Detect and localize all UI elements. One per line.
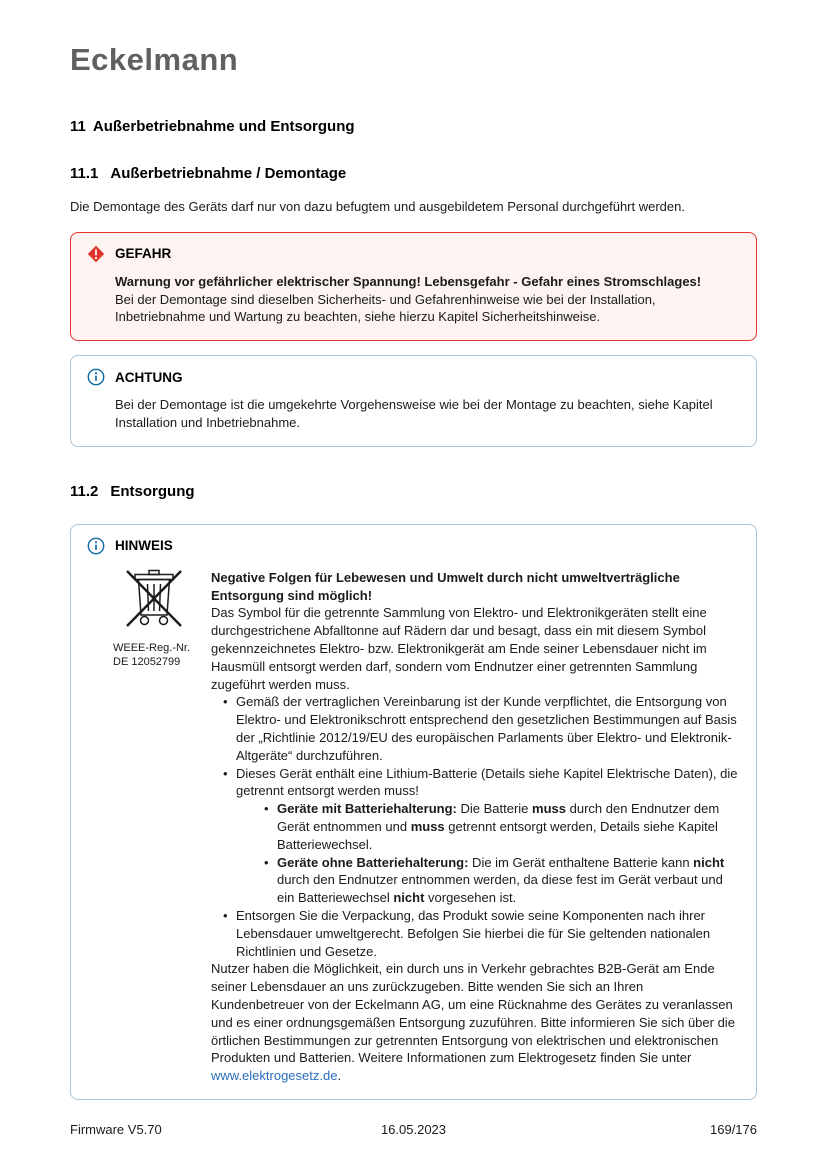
weee-label-line1: WEEE-Reg.-Nr. (113, 641, 191, 654)
danger-box (70, 232, 757, 341)
page-footer (70, 1122, 757, 1137)
footer-date: 16.05.2023 (380, 1122, 447, 1137)
bullet-marker: • (223, 765, 228, 781)
subsection-number: 11.2 (70, 482, 99, 500)
weee-label-line2: DE 12052799 (113, 656, 181, 669)
danger-body-text: Bei der Demontage sind dieselben Sicherheits- und Gefahrenhinweise wie bei der Installation, Inbetriebnahme und Wartung zu beachten, siehe hierzu Kapitel Sicherheitshinweise. (115, 291, 656, 325)
attention-box (70, 355, 757, 447)
subsection-number: 11.1 (70, 165, 99, 182)
bullet-item (211, 765, 740, 801)
section-number: 11 (70, 118, 86, 135)
danger-title: GEFAHR (115, 246, 172, 262)
subsection-heading-demontage (70, 165, 757, 182)
notice-closing-paragraph (211, 960, 740, 1085)
attention-title: ACHTUNG (115, 369, 183, 385)
bullet-marker: • (264, 801, 269, 817)
section-title: Außerbetriebnahme und Entsorgung (92, 118, 355, 135)
weee-column (113, 569, 211, 1085)
elektrogesetz-link[interactable]: www.elektrogesetz.de (211, 1068, 338, 1084)
footer-firmware-version: Firmware V5.70 (70, 1122, 162, 1137)
section-heading (70, 118, 757, 135)
info-icon (87, 537, 105, 555)
notice-box (70, 524, 757, 1100)
bullet-marker: • (223, 694, 228, 710)
danger-icon (87, 245, 105, 263)
bullet-marker: • (223, 907, 228, 923)
subsection-heading-entsorgung (70, 483, 757, 500)
notice-bullet-list (211, 693, 740, 960)
attention-body-text: Bei der Demontage ist die umgekehrte Vorgehensweise wie bei der Montage zu beachten, siehe Kapitel Installation und Inbetriebnahme. (115, 397, 713, 430)
notice-paragraph: Das Symbol für die getrennte Sammlung von Elektro- und Elektronikgeräten stellt eine durchgestrichene Abfalltonne auf Rädern dar und besagt, dass ein mit diesem Symbol gekennzeichnetes Elektro- bzw. Elektronikgerät am Ende seiner Lebensdauer nicht im Hausmüll entsorgt werden darf, sondern vom Endnutzer einer getrennten Sammlung zugeführt werden muss. (211, 605, 707, 692)
notice-title: HINWEIS (115, 538, 173, 554)
footer-page-number: 169/176 (710, 1122, 757, 1137)
bullet-item (211, 800, 740, 853)
weee-registration-number (113, 641, 211, 670)
bullet-text: Dieses Gerät enthält eine Lithium-Batterie (Details siehe Kapitel Elektrische Daten), die getrennt entsorgt werden muss! (236, 765, 738, 799)
subsection-title: Entsorgung (110, 482, 195, 500)
bullet-text: Geräte mit Batteriehalterung: Die Batterie muss durch den Endnutzer dem Gerät entnommen und muss getrennt entsorgt werden, Details siehe Kapitel Batteriewechsel. (277, 801, 720, 852)
bullet-item (211, 854, 740, 907)
closing-text-after-link: . (337, 1068, 342, 1084)
weee-crossed-bin-icon (113, 569, 211, 633)
info-icon (87, 368, 105, 386)
bullet-marker: • (264, 854, 269, 870)
bullet-item (211, 693, 740, 764)
notice-heading: Negative Folgen für Lebewesen und Umwelt durch nicht umweltverträgliche Entsorgung sind möglich! (211, 569, 680, 603)
intro-paragraph: Die Demontage des Geräts darf nur von dazu befugtem und ausgebildetem Personal durchgeführt werden. (70, 199, 685, 214)
company-logo: Eckelmann (70, 42, 239, 77)
bullet-text: Geräte ohne Batteriehalterung: Die im Gerät enthaltene Batterie kann nicht durch den Endnutzer entnommen werden, da diese fest im Gerät verbaut und ein Batteriewechsel nicht vorgesehen ist. (277, 854, 725, 906)
subsection-title: Außerbetriebnahme / Demontage (110, 165, 347, 182)
danger-warning-text: Warnung vor gefährlicher elektrischer Spannung! Lebensgefahr - Gefahr eines Stromschlages! (115, 273, 702, 289)
bullet-item (211, 907, 740, 960)
bullet-text: Gemäß der vertraglichen Vereinbarung ist der Kunde verpflichtet, die Entsorgung von Elektro- und Elektronikschrott entsprechend den gesetzlichen Bestimmungen auf Basis der „Richtlinie 2012/19/EU des europäischen Parlaments über Elektro- und Elektronik-Altgeräte“ durchzuführen. (236, 694, 737, 763)
bullet-text: Entsorgen Sie die Verpackung, das Produkt sowie seine Komponenten nach ihrer Lebensdauer umweltgerecht. Befolgen Sie hierbei die für Sie geltenden nationalen Richtlinien und Gesetze. (236, 907, 711, 959)
closing-text-before-link: Nutzer haben die Möglichkeit, ein durch uns in Verkehr gebrachtes B2B-Gerät am Ende seiner Lebensdauer an uns zurückzugeben. Bitte wenden Sie sich an Ihren Kundenbetreuer von der Eckelmann AG, um eine Rücknahme des Gerätes zu veranlassen und es einer ordnungsgemäßen Entsorgung zuzuführen. Bitte informieren Sie sich über die örtlichen Bestimmungen zur getrennten Entsorgung von elektrischen und elektronischen Produkten und Batterien. Weitere Informationen zum Elektrogesetz finden Sie unter (211, 961, 735, 1066)
